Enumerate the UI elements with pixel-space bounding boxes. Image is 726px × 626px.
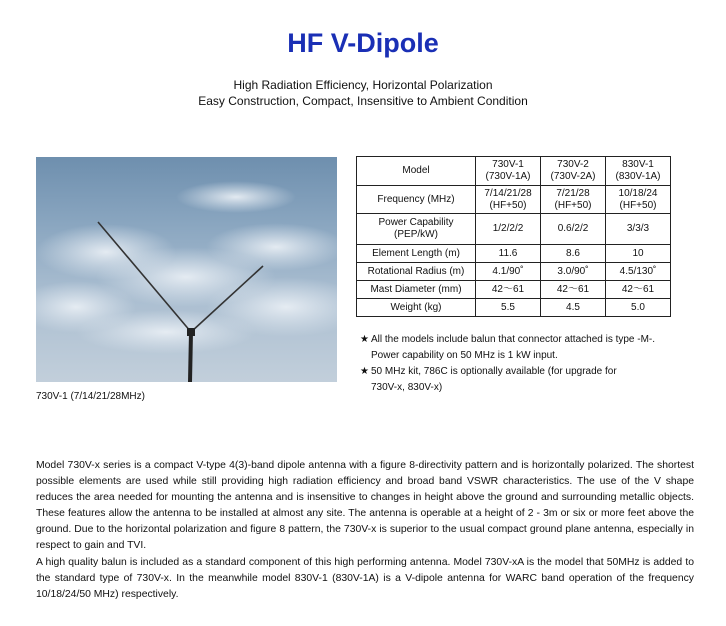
- spec-label: Frequency (MHz): [357, 186, 476, 214]
- spec-value: 7/21/28 (HF+50): [541, 186, 606, 214]
- spec-label: Weight (kg): [357, 299, 476, 317]
- spec-value: 8.6: [541, 245, 606, 263]
- description-paragraph-2: A high quality balun is included as a standard component of this high performing antenna. Model 730V-xA is the model that 50MHz is added to the standard type of 730V-x. In the meanwhile model 830V-1 (830V-1A) is a V-dipole antenna for WARC band operation of the frequency 10/18/24/50 MHz) respectively.: [36, 556, 694, 600]
- spec-label: Rotational Radius (m): [357, 263, 476, 281]
- spec-value: 7/14/21/28 (HF+50): [476, 186, 541, 214]
- spec-table-header-row: [357, 157, 671, 186]
- spec-row-power: [357, 214, 671, 245]
- spec-value: 11.6: [476, 245, 541, 263]
- spec-row-frequency: [357, 186, 671, 214]
- star-icon: ★: [360, 366, 369, 377]
- spec-table: [356, 156, 671, 317]
- spec-value: 42～61: [541, 281, 606, 299]
- spec-label: Power Capability (PEP/kW): [357, 214, 476, 245]
- antenna-photo: [36, 157, 337, 382]
- spec-label: Element Length (m): [357, 245, 476, 263]
- spec-row-weight: [357, 299, 671, 317]
- model-830v-1-header: 830V-1 (830V-1A): [606, 157, 671, 186]
- spec-label: Mast Diameter (mm): [357, 281, 476, 299]
- page-title: HF V-Dipole: [287, 28, 439, 58]
- subtitle-line-2: Easy Construction, Compact, Insensitive to Ambient Condition: [198, 94, 528, 108]
- spec-value: 5.0: [606, 299, 671, 317]
- subtitle-line-1: High Radiation Efficiency, Horizontal Polarization: [233, 78, 493, 92]
- spec-value: 3/3/3: [606, 214, 671, 245]
- description: [36, 458, 694, 603]
- model-730v-2-header: 730V-2 (730V-2A): [541, 157, 606, 186]
- spec-value: 3.0/90˚: [541, 263, 606, 281]
- note-50mhz-kit: ★ 50 MHz kit, 786C is optionally available (for upgrade for 730V-x, 830V-x): [360, 366, 617, 393]
- spec-value: 1/2/2/2: [476, 214, 541, 245]
- spec-value: 10: [606, 245, 671, 263]
- note-balun: ★ All the models include balun that connector attached is type -M-. Power capability on 50 MHz is 1 kW input.: [360, 334, 656, 361]
- model-header: Model: [357, 157, 476, 186]
- notes: [360, 332, 705, 396]
- spec-value: 4.1/90˚: [476, 263, 541, 281]
- antenna-photo-illustration: [36, 157, 337, 382]
- spec-value: 42～61: [606, 281, 671, 299]
- star-icon: ★: [360, 334, 369, 345]
- model-730v-1-header: 730V-1 (730V-1A): [476, 157, 541, 186]
- spec-row-element-length: [357, 245, 671, 263]
- spec-value: 4.5/130˚: [606, 263, 671, 281]
- spec-value: 10/18/24 (HF+50): [606, 186, 671, 214]
- spec-value: 4.5: [541, 299, 606, 317]
- spec-row-mast-diameter: [357, 281, 671, 299]
- photo-caption: 730V-1 (7/14/21/28MHz): [36, 391, 145, 402]
- spec-value: 5.5: [476, 299, 541, 317]
- description-paragraph-1: Model 730V-x series is a compact V-type 4(3)-band dipole antenna with a figure 8-directivity pattern and is horizontally polarized. The shortest possible elements are used while still providing high radiation efficiency and broad band VSWR characteristics. The use of the V shape reduces the area needed for mounting the antenna and is insensitive to changes in height above the ground and surrounding metallic objects. These features allow the antenna to be installed at almost any site. The antenna is operable at a height of 2 - 3m or six or more feet above the ground. Due to the horizontal polarization and figure 8 pattern, the 730V-x is superior to the usual compact ground plane antenna, especially in respect to gain and TVI.: [36, 460, 694, 552]
- spec-value: 0.6/2/2: [541, 214, 606, 245]
- spec-value: 42～61: [476, 281, 541, 299]
- spec-row-rotational-radius: [357, 263, 671, 281]
